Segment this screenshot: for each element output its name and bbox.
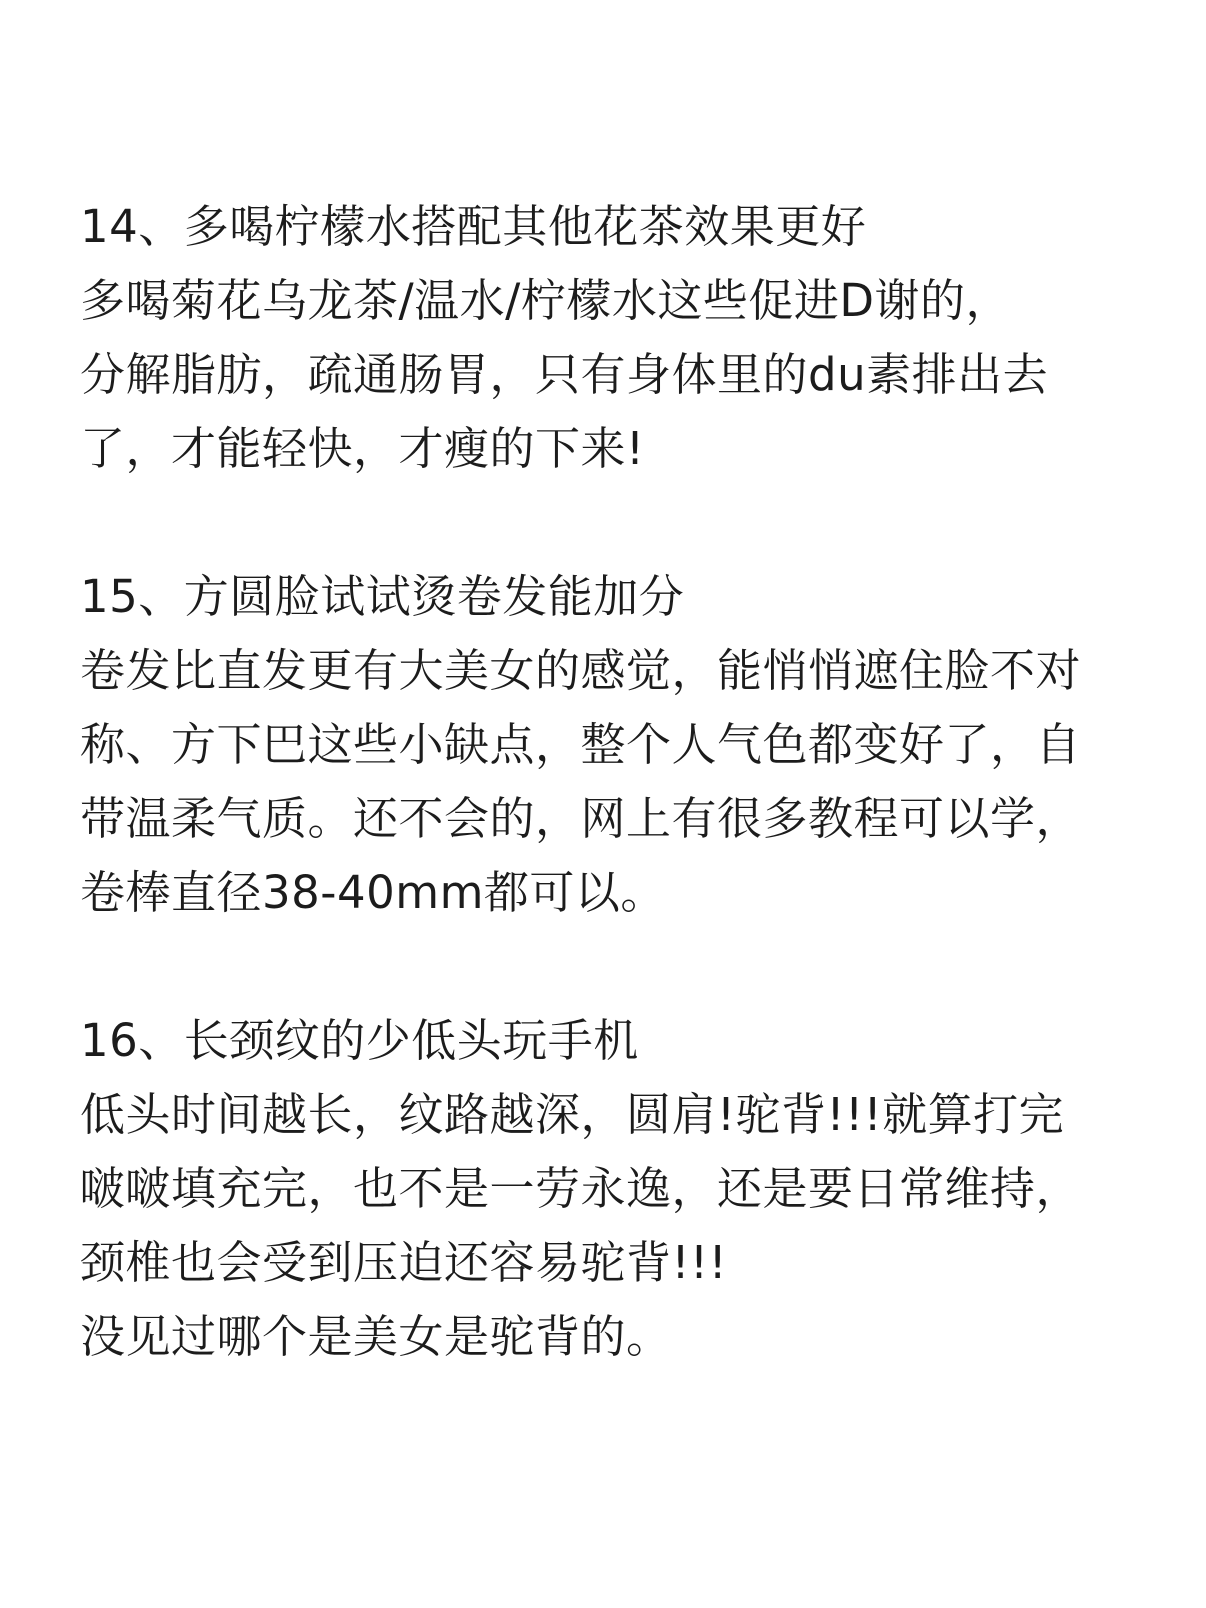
tip-section-16	[80, 1004, 1140, 1374]
tip-text-line: 低头时间越长，纹路越深，圆肩!驼背!!!就算打完	[80, 1088, 1065, 1141]
tip-text-line: 了，才能轻快，才瘦的下来!	[80, 422, 645, 475]
tip-section-15	[80, 560, 1140, 930]
tip-text-line: 多喝菊花乌龙茶/温水/柠檬水这些促进D谢的，	[80, 274, 1011, 327]
tip-heading: 14、多喝柠檬水搭配其他花茶效果更好	[80, 200, 867, 253]
tip-text-line: 分解脂肪，疏通肠胃，只有身体里的du素排出去	[80, 348, 1049, 401]
tip-heading: 15、方圆脸试试烫卷发能加分	[80, 570, 685, 623]
tip-text-line: 颈椎也会受到压迫还容易驼背!!!	[80, 1236, 728, 1289]
tip-text-line: 卷发比直发更有大美女的感觉，能悄悄遮住脸不对	[80, 644, 1082, 697]
tip-text-line: 带温柔气质。还不会的，网上有很多教程可以学，	[80, 792, 1082, 845]
tip-text-line: 称、方下巴这些小缺点，整个人气色都变好了，自	[80, 718, 1082, 771]
article-content	[80, 190, 1140, 1374]
tip-text-line: 啵啵填充完，也不是一劳永逸，还是要日常维持，	[80, 1162, 1082, 1215]
tip-heading: 16、长颈纹的少低头玩手机	[80, 1014, 639, 1067]
tip-section-14	[80, 190, 1140, 486]
tip-text-line: 没见过哪个是美女是驼背的。	[80, 1310, 672, 1363]
tip-text-line: 卷棒直径38-40mm都可以。	[80, 866, 666, 919]
